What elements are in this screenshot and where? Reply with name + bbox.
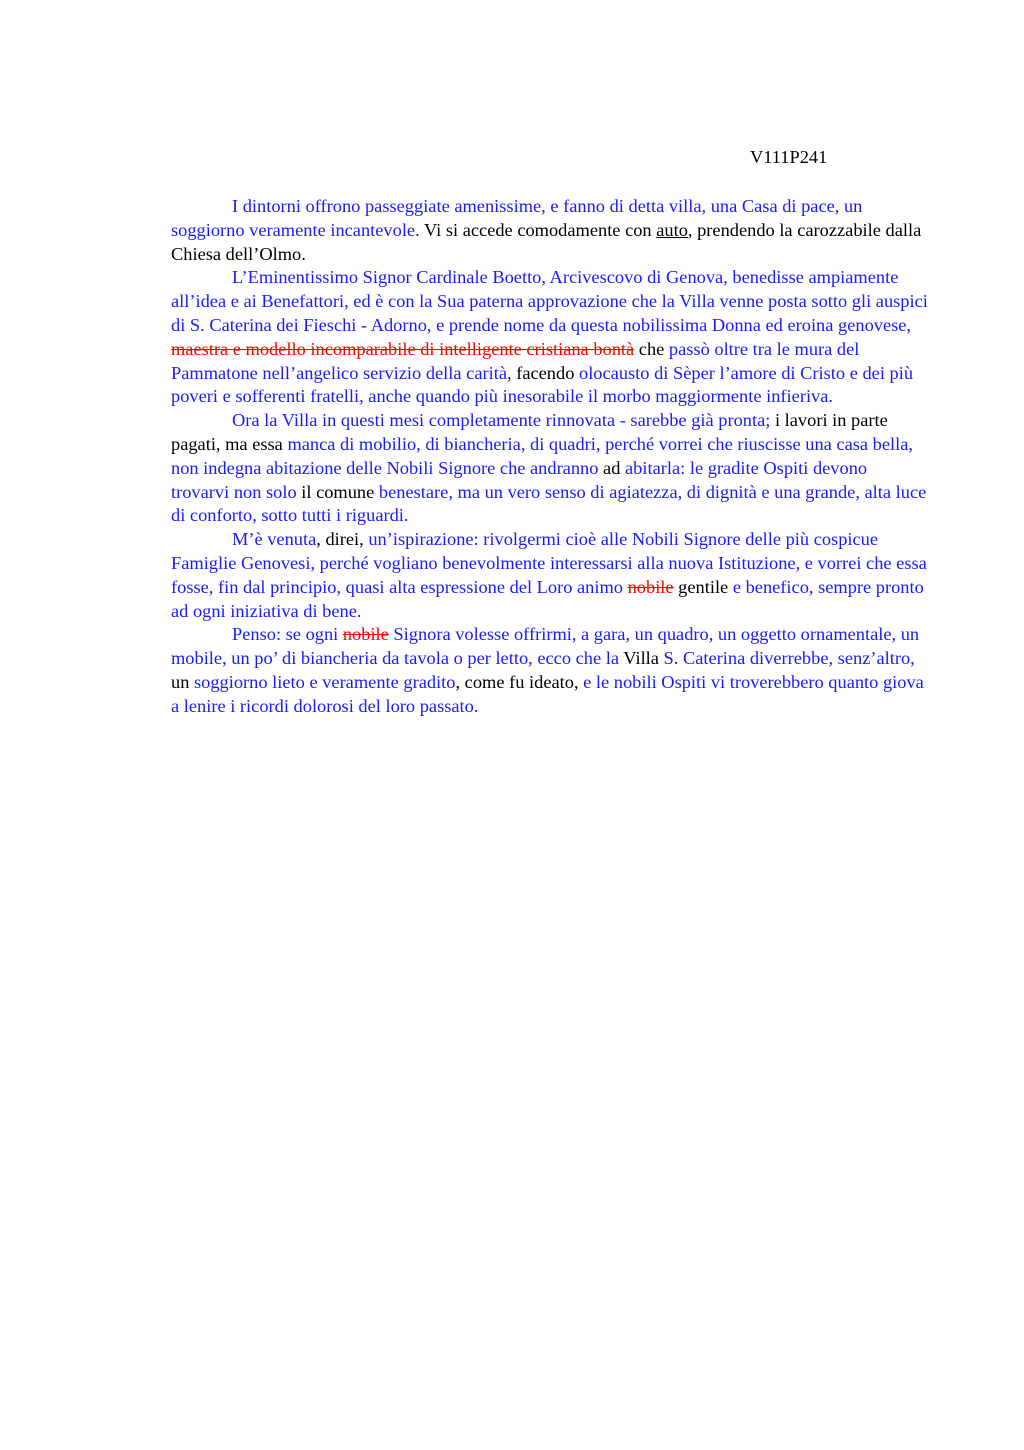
document-body (171, 195, 928, 719)
text-span: Ora la Villa in questi mesi completamente rinnovata - sarebbe già pronta; (232, 410, 771, 431)
text-span: L’Eminentissimo Signor Cardinale Boetto, Arcivescovo di Genova, benedisse ampiamente all’idea e ai Benefattori, ed è con la Sua paterna approvazione che la Villa venne posta sotto gli auspici di S. Caterina dei Fieschi - Adorno, e prende nome da questa nobilissima Donna ed eroina genovese, (171, 267, 928, 335)
text-span: soggiorno lieto e veramente gradito (194, 671, 456, 692)
text-span: Signora volesse offrirmi, a gara, un quadro, un oggetto ornamentale, un mobile, un po’ di biancheria da tavola o per letto, ecco che la (171, 624, 920, 669)
deleted-text: nobile (342, 624, 389, 645)
page-id: V111P241 (750, 147, 828, 167)
text-span: un (171, 671, 194, 692)
text-span: manca di mobilio, di biancheria, di quadri, perché vorrei che riuscisse una casa bella, non indegna abitazione delle Nobili Signore che andranno (171, 433, 913, 478)
paragraph-2 (171, 266, 928, 409)
text-span: benestare, ma un vero senso di agiatezza, di dignità e una grande, alta luce di conforto, sotto tutti i riguardi. (171, 481, 927, 526)
deleted-text: maestra e modello incomparabile di intelligente cristiana bontà (171, 338, 635, 359)
text-span: Vi si accede comodamente con (419, 219, 657, 240)
text-span: I dintorni offrono passeggiate amenissime, e fanno di detta villa, una Casa di pace, un soggiorno veramente incantevole. (171, 196, 863, 240)
deleted-text: nobile (627, 576, 674, 597)
text-span: , prendendo la carozzabile dalla Chiesa dell’Olmo. (171, 219, 922, 264)
text-span: , facendo (507, 362, 579, 383)
text-span: Penso: se ogni (232, 624, 343, 645)
underlined-word: auto (656, 219, 688, 240)
text-span: gentile (673, 576, 733, 597)
text-span: i lavori in parte pagati, ma essa (171, 410, 888, 454)
paragraph-3 (171, 409, 928, 528)
text-span: e le nobili Ospiti vi troverebbero quanto giova a lenire i ricordi dolorosi del loro passato. (171, 671, 924, 716)
text-span: ad (598, 457, 626, 478)
paragraph-4 (171, 528, 928, 623)
text-span: Villa (619, 648, 664, 669)
text-span: passò oltre tra le mura del Pammatone nell’angelico servizio della carità (171, 338, 860, 383)
text-span: il comune (296, 481, 379, 502)
text-span: , direi, (316, 529, 369, 550)
text-span: M’è venuta (232, 529, 317, 550)
text-span: S. Caterina diverrebbe, senz’altro, (663, 648, 915, 669)
text-span: olocausto di Sèper l’amore di Cristo e dei più poveri e sofferenti fratelli, anche quando più inesorabile il morbo maggiormente infieriva. (171, 362, 914, 407)
text-span: , come fu ideato, (455, 671, 584, 692)
text-span: che (634, 338, 669, 359)
paragraph-5 (171, 623, 928, 718)
text-span: abitarla: le gradite Ospiti devono trovarvi non solo (171, 457, 868, 502)
paragraph-1 (171, 195, 928, 266)
text-span: e benefico, sempre pronto ad ogni iniziativa di bene. (171, 576, 924, 621)
text-span: un’ispirazione: rivolgermi cioè alle Nobili Signore delle più cospicue Famiglie Genovesi, perché vogliano benevolmente interessarsi alla nuova Istituzione, e vorrei che essa fosse, fin dal principio, quasi alta espressione del Loro animo (171, 529, 927, 597)
